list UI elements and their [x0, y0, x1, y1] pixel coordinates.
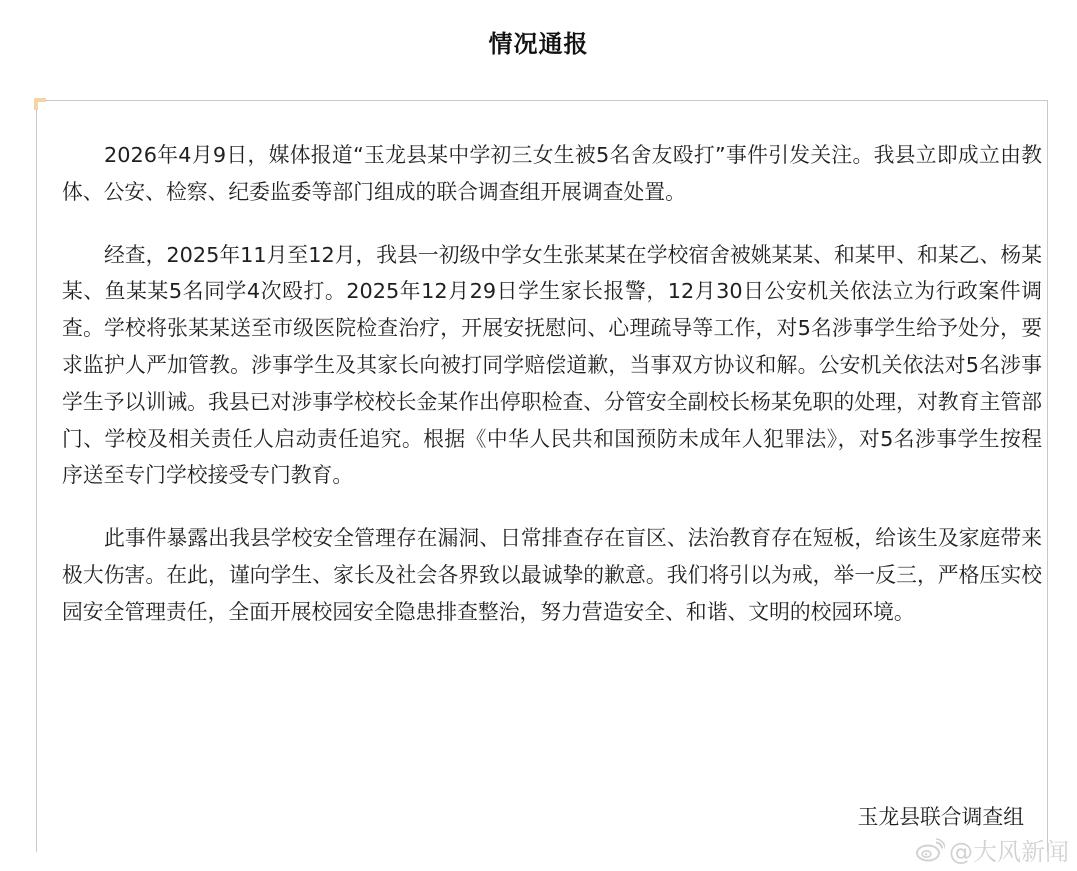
weibo-icon	[915, 838, 945, 862]
signature: 玉龙县联合调查组	[857, 805, 1024, 829]
document-body	[62, 137, 1042, 631]
page-title: 情况通报	[488, 30, 589, 58]
paragraph-findings: 经查，2025年11月至12月，我县一初级中学女生张某某在学校宿舍被姚某某、和某甲、和某乙、杨某某、鱼某某5名同学4次殴打。2025年12月29日学生家长报警，12月30日公安机关依法立为行政案件调查。学校将张某某送至市级医院检查治疗，开展安抚慰问、心理疏导等工作，对5名涉事学生给予处分，要求监护人严加管教。涉事学生及其家长向被打同学赔偿道歉，当事双方协议和解。公安机关依法对5名涉事学生予以训诫。我县已对涉事学校校长金某作出停职检查、分管安全副校长杨某免职的处理，对教育主管部门、学校及相关责任人启动责任追究。根据《中华人民共和国预防未成年人犯罪法》，对5名涉事学生按程序送至专门学校接受专门教育。	[62, 242, 1042, 488]
paragraph-intro: 2026年4月9日，媒体报道“玉龙县某中学初三女生被5名舍友殴打”事件引发关注。我县立即成立由教体、公安、检察、纪委监委等部门组成的联合调查组开展调查处置。	[62, 143, 1042, 204]
watermark-text: @大风新闻	[949, 838, 1069, 866]
watermark	[915, 832, 1069, 867]
corner-decoration	[34, 98, 46, 110]
paragraph-apology: 此事件暴露出我县学校安全管理存在漏洞、日常排查存在盲区、法治教育存在短板，给该生及家庭带来极大伤害。在此，谨向学生、家长及社会各界致以最诚挚的歉意。我们将引以为戒，举一反三，严格压实校园安全管理责任，全面开展校园安全隐患排查整治，努力营造安全、和谐、文明的校园环境。	[62, 526, 1042, 624]
